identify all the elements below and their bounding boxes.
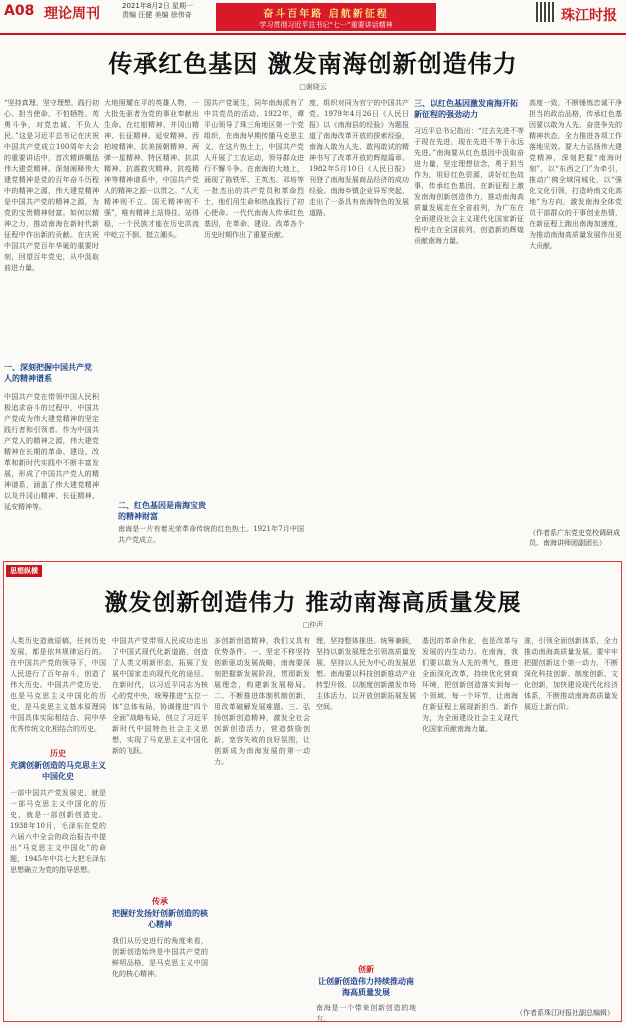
article2-subhead3b: 让创新创造伟力持续推动南海高质量发展 bbox=[318, 977, 414, 997]
header-rule bbox=[0, 33, 626, 35]
article1-author-note: （作者系广东党史党校调研成员、南海讲师团副团长） bbox=[529, 529, 620, 547]
article1-subhead3: 三、以红色基因激发南海开拓新征程的强劲动力 bbox=[414, 99, 518, 119]
date-line: 2021年8月2日 星期一 责编 汪健 美编 徐伟奇 bbox=[122, 2, 193, 19]
article1-subhead2: 二、红色基因是南海宝贵的精神财富 bbox=[118, 501, 206, 521]
article1-col6: 高度一致，不断锤炼忠诚干净担当的政治品格，传承红色基因要以敢为人先、奋进争先的精神状态，全力推进各项工作落地见效。要大力弘扬伟大建党精神，深刻把握“南海时刻”，以“东西之门”为牵引，推动广佛全域同城化，以“强化文化引领，打造岭南文化高地”为方向，激发南海全体党员干部群众的干事创业热情，在新征程上跑出南海加速度，为推动南海高质量发展作出更大贡献。 bbox=[529, 99, 622, 250]
page-header bbox=[0, 0, 626, 34]
article2-subhead3: 创新 bbox=[358, 965, 374, 974]
banner-title: 奋斗百年路 启航新征程 bbox=[263, 9, 389, 20]
page-section-name: 理论周刊 bbox=[44, 6, 100, 22]
article1-byline: □谢晓云 bbox=[299, 83, 327, 91]
article1-col3: 国共产党诞生，同年南海派有了中共党员的活动，1922年，谭平山领导了珠三角地区第一个党组织，在南海早期传播马克思主义，在这片热土上，中国共产党人开展了工农运动，领导群众进行不懈斗争。在南海的大地上，涌现了陈铁军、王英杰、邓培等一批杰出的共产党员和革命烈士，他们用生命和热血践行了初心使命。一代代南海人传承红色基因，在革命、建设、改革各个历史时期作出了重要贡献。 bbox=[204, 99, 304, 239]
article2-col1: 人类历史造就原稿，任何历史发展，都是依其规律运行的。在中国共产党的领导下，中国人民进行了百年奋斗，创造了伟大历史。中国共产党历史，也是马克思主义中国化的历史，是马克思主义基本原理同中国具体实际相结合、同中华优秀传统文化相结合的历史。 bbox=[10, 637, 106, 733]
article2-col6: 准，引领全面创新体系，全力推动南海高质量发展。要牢牢把握创新这个第一动力，不断深化科技创新、制度创新、文化创新，加快建设现代化经济体系，不断推动南海高质量发展迈上新台阶。 bbox=[524, 637, 618, 711]
article2-byline: □仲声 bbox=[302, 621, 324, 629]
article2-col4b: 南海是一个带来创新创造的地方。 bbox=[316, 1004, 416, 1023]
article1-col1b: 中国共产党在带领中国人民积极追求奋斗的过程中，中国共产党成为伟大建党精神的坚定践行者和引领者。作为中国共产党人的精神之源，伟大建党精神在长期的革命、建设、改革和新时代实践中不断丰富发展，形成了中国共产党人的精神谱系，涵盖了伟大建党精神以及井冈山精神、长征精神、延安精神等。 bbox=[4, 393, 99, 511]
article1-subhead1: 一、深刻把握中国共产党人的精神谱系 bbox=[4, 363, 92, 383]
newspaper-logo: 珠江时报 bbox=[561, 8, 617, 24]
article2-col1b: 一部中国共产党发展史，就是一部马克思主义中国化的历史，就是一部创新创造史。1938年10月，毛泽东在党的六届六中全会的政治报告中提出“马克思主义中国化”的命题，1945年中共七大把毛泽东思想确立为党的指导思想。 bbox=[10, 789, 106, 874]
article1-col5: 习近平总书记指出：“过去先进不等于现在先进，现在先进不等于永远先进。”南海要从红色基因中汲取奋进力量，坚定理想信念，勇于担当作为，用好红色资源，讲好红色故事，传承红色基因，在新征程上激发南海创新创造伟力，推动南海高质量发展走在全省前列，为广东在全面建设社会主义现代化国家新征程中走在全国前列、创造新的辉煌贡献南海力量。 bbox=[414, 127, 524, 245]
article1-col3b: 南海是一片有着光荣革命传统的红色热土。1921年7月中国共产党成立。 bbox=[118, 525, 304, 544]
article2-subhead1: 历史 bbox=[50, 749, 66, 758]
article1-col1: “坚持真理、坚守理想，践行初心、担当使命，不怕牺牲、英勇斗争，对党忠诚、不负人民。”这是习近平总书记在庆祝中国共产党成立100周年大会的重要讲话中，首次精辟概括伟大建党精神。深刻阐释伟大建党精神是党的百年奋斗历程中的精神之源，伟大建党精神是中国共产党的精神之源，为党的宝贵精神财富。如何以精神之力，推动南海在新时代新征程中作出新的贡献。在庆祝中国共产党百年华诞的重要时刻，回望百年党史，从中汲取前进力量。 bbox=[4, 99, 99, 272]
article2-title: 激发创新创造伟力 推动南海高质量发展 bbox=[104, 590, 522, 616]
article1-title: 传承红色基因 激发南海创新创造伟力 bbox=[108, 50, 518, 78]
qr-code-icon bbox=[536, 2, 556, 22]
article2-col4: 理，坚持整体推进、统筹兼顾，坚持以新发展理念引领高质量发展，坚持以人民为中心的发展思想。南海要以科技创新推动产业转型升级，以制度创新激发市场主体活力，以开放创新拓展发展空间。 bbox=[316, 637, 416, 711]
banner-subtitle: 学习贯彻习近平总书记“七一”重要讲话精神 bbox=[259, 21, 393, 29]
section-tag: 思想纵横 bbox=[6, 565, 42, 577]
article1-col2: 大地照耀在平的英雄人物，一大批先驱者为党的事业奉献出生命。在红船精神、井冈山精神、长征精神、延安精神、西柏坡精神、抗美援朝精神、两弹一星精神、特区精神、抗洪精神、抗震救灾精神、抗疫精神等精神谱系中，中国共产党人的精神之源一以贯之。“人无精神则不立，国无精神则不强”，唯有精神上站得住、站得稳，一个民族才能在历史洪流中屹立不倒、挺立潮头。 bbox=[104, 99, 199, 239]
article2-col2b: 我们从历史进行的角度来看，创新创造始终是中国共产党的鲜明品格，是马克思主义中国化的核心精神。 bbox=[112, 937, 208, 978]
article2-author-note: （作者系珠江时报社副总编辑） bbox=[516, 1009, 614, 1017]
article2-subhead1b: 充满创新创造的马克思主义中国化史 bbox=[10, 761, 106, 781]
header-banner bbox=[216, 3, 436, 31]
article2-col2: 中国共产党带领人民成功走出了中国式现代化新道路，创造了人类文明新形态，拓展了发展中国家走向现代化的途径。在新时代，以习近平同志为核心的党中央，统筹推进“五位一体”总体布局，协调推进“四个全面”战略布局，创立了习近平新时代中国特色社会主义思想，实现了马克思主义中国化新的飞跃。 bbox=[112, 637, 208, 755]
article2-col3: 多创新创造精神，我们又具有优势条件。一、坚定不移坚持创新驱动发展战略，南海要深刻把握新发展阶段，贯彻新发展理念，构建新发展格局。二、不断推进体制机制创新，用改革破解发展难题。三、弘扬创新创造精神，激发全社会创新创造活力，营造鼓励创新、宽容失败的良好氛围，让创新成为南海发展的第一动力。 bbox=[214, 637, 310, 766]
article2-col5: 基因的革命伟业，也是改革与发展的内生动力。在南海，我们要以敢为人先的勇气，推进全面深化改革，持续优化营商环境，把创新创造落实到每一个领域、每一个环节，让南海在新征程上展现新担当、新作为，为全面建设社会主义现代化国家贡献南海力量。 bbox=[422, 637, 518, 733]
page-number: A08 bbox=[4, 3, 35, 19]
article2-subhead2b: 把握好发扬好创新创造的核心精神 bbox=[112, 909, 208, 929]
article2-subhead2: 传承 bbox=[152, 897, 168, 906]
article1-col4: 度，组织对同为官宁的中国共产党。1979年4月26日《人民日报》以《南海县的经验》为题报道了南海改革开放的探索经验，南海人敢为人先、敢闯敢试的精神书写了改革开放的辉煌篇章。1982年5月10日《人民日报》刊登了南海发展商品经济的成功经验。南海乡镇企业异军突起，走出了一条具有南海特色的发展道路。 bbox=[309, 99, 409, 217]
